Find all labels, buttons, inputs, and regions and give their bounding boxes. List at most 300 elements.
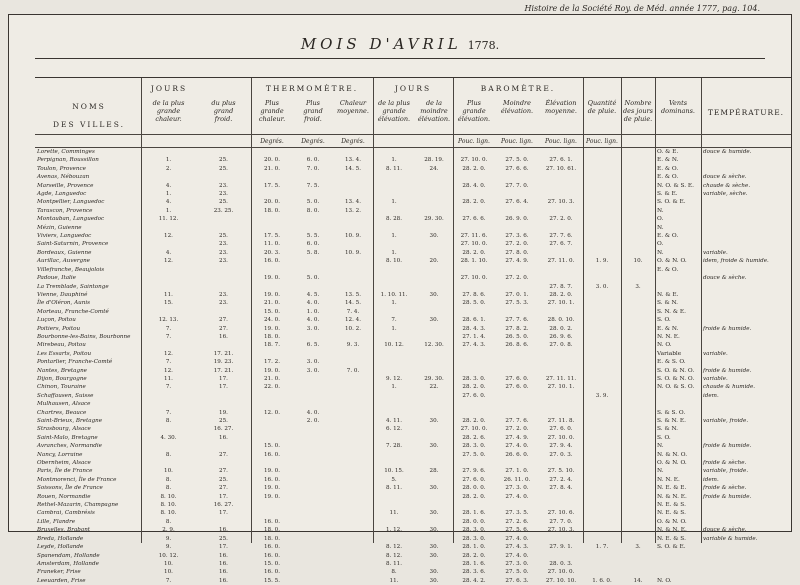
table-cell: 25. [219, 233, 228, 240]
table-cell: 9. [165, 544, 172, 551]
table-cell: 10. [164, 560, 173, 567]
table-cell: O. & E. [657, 149, 679, 155]
table-cell: 16. [219, 333, 228, 340]
table-cell: 5. [391, 476, 397, 483]
table-cell: 27. 2. 4. [549, 476, 573, 483]
table-row [35, 552, 791, 560]
table-row [35, 274, 791, 282]
table-cell: 23. [219, 300, 228, 307]
table-row [35, 232, 791, 240]
table-row [35, 257, 791, 265]
table-cell: 27. [219, 325, 228, 332]
table-row [35, 526, 791, 534]
table-cell: 1. [391, 384, 397, 391]
table-cell: 17. [219, 375, 228, 382]
table-cell: 29. 30. [424, 375, 444, 382]
table-cell: variable, sèche. [703, 191, 748, 198]
table-cell: 14. 5. [344, 165, 361, 172]
table-cell: 10. [633, 258, 643, 265]
table-cell: 28. 3. 6. [462, 569, 486, 576]
table-row [35, 509, 791, 517]
table-row [35, 333, 791, 341]
table-cell: 28. 1. 10. [460, 258, 488, 265]
table-cell: 28. 1. 6. [462, 510, 486, 517]
table-cell: 7. [391, 317, 397, 324]
table-cell: 15. 0. [263, 560, 280, 567]
table-cell: 27. 4. 3. [505, 544, 529, 551]
table-cell: 28. 0. 10. [547, 317, 575, 324]
city-name: Strasbourg, Alsace [37, 426, 91, 433]
table-cell: 26. 9. 0. [505, 216, 529, 223]
table-cell: 3. 9. [595, 392, 609, 399]
table-cell: N. & N. O. [657, 451, 688, 458]
table-cell: 10. 9. [344, 233, 361, 240]
table-cell: 27. 0. 8. [549, 342, 573, 349]
table-cell: 27. 4. 9. [505, 434, 529, 441]
table-cell: 28. 3. 0. [462, 527, 486, 534]
table-cell: 16. [219, 577, 228, 584]
table-cell: 16. 0. [263, 258, 280, 265]
table-row [35, 316, 791, 324]
table-cell: froide & humide. [703, 493, 752, 500]
table-cell: 8. 10. [160, 510, 177, 517]
table-row [35, 299, 791, 307]
table-cell: chaude & sèche. [703, 182, 751, 189]
table-row [35, 266, 791, 274]
table-cell: 27. [219, 468, 228, 475]
table-cell: 19. 0. [263, 485, 280, 492]
table-cell: 27. 8. 6. [462, 291, 486, 298]
city-name: Vienne, Dauphiné [37, 291, 88, 298]
table-cell: 12. 0. [263, 409, 280, 416]
table-row [35, 451, 791, 459]
table-cell: 10. 12. [158, 552, 179, 559]
unit-degres: Degrés. [301, 138, 325, 145]
city-name: Padoue, Italie [37, 275, 76, 282]
header-plus-froid: Plus grand froid. [303, 99, 323, 123]
table-cell: 30. [429, 510, 439, 517]
table-cell: 8. [165, 518, 172, 525]
city-name: Poitiers, Poitou [37, 325, 81, 332]
table-row [35, 560, 791, 568]
table-cell: 8. [165, 418, 172, 424]
table-cell: 27. 11. 6. [460, 233, 488, 240]
table-cell: 7. 5. [306, 182, 320, 189]
table-cell: 27. 2. 6. [505, 518, 529, 525]
table-cell: 27. 6. 0. [462, 392, 486, 399]
title-rule [35, 58, 765, 59]
city-name: La Tremblade, Saintonge [37, 283, 109, 290]
table-cell: 27. 6. 0. [462, 476, 486, 483]
table-cell: 4. 0. [306, 300, 320, 307]
table-cell: 20. [429, 258, 439, 265]
table-cell: N. O. [657, 577, 672, 584]
city-name: Lorette, Comminges [37, 149, 95, 155]
table-row [35, 165, 791, 173]
table-cell: 16. 0. [263, 451, 280, 458]
table-cell: 8. [391, 569, 397, 576]
city-name: Montmorenci, Île de France [37, 476, 117, 483]
unit-pouces: Pouc. lign. [545, 138, 577, 145]
table-cell: S. O. & E. [657, 544, 686, 551]
table-cell: 13. 2. [344, 207, 361, 214]
table-cell: 19. 0. [263, 325, 280, 332]
table-row [35, 493, 791, 501]
header-jour-elevation: de la plus grande élévation. [377, 99, 411, 123]
city-name: Villefranche, Beaujolois [37, 266, 105, 273]
table-cell: 20. 3. [263, 249, 280, 256]
table-cell: 22. [429, 384, 439, 391]
city-name: Leyde, Hollande [37, 544, 84, 551]
table-cell: 9. 12. [385, 375, 402, 382]
table-cell: S. O. [657, 317, 671, 324]
city-name: Paris, Île de France [37, 468, 93, 475]
table-cell: froide & sèche. [703, 460, 747, 467]
city-name: Lille, Flandre [37, 518, 76, 525]
table-cell: 8. 12. [385, 552, 402, 559]
table-cell: 11. [164, 291, 173, 298]
table-cell: E. & N. [657, 325, 679, 332]
table-cell: S. N. & E. [657, 308, 686, 315]
table-cell: douce & humide. [703, 149, 752, 155]
table-cell: E. & O. [657, 174, 679, 181]
table-cell: 27. 6. 6. [462, 216, 486, 223]
table-cell: 27. 11. 11. [545, 375, 577, 382]
city-name: Montpellier, Languedoc [37, 199, 105, 206]
table-cell: 26. 6. 0. [505, 451, 529, 458]
table-cell: 27. 5. 0. [505, 157, 529, 164]
table-cell: 1. [165, 191, 172, 198]
table-cell: 16. [219, 560, 228, 567]
city-name: Breda, Hollande [37, 535, 84, 542]
table-cell: 27. [219, 317, 228, 324]
city-name: Luçon, Poitou [37, 317, 76, 324]
table-cell: 3. [635, 283, 641, 290]
table-cell: 17. [219, 510, 228, 517]
table-cell: 4. 0. [306, 409, 320, 416]
table-cell: 27. 5. 0. [505, 569, 529, 576]
table-cell: 27. 5. 0. [462, 451, 486, 458]
table-cell: 2. 9. [162, 527, 175, 534]
unit-pouces: Pouc. lign. [586, 138, 618, 145]
table-cell: 17. 5. [263, 233, 280, 240]
table-cell: 24. 0. [263, 317, 280, 324]
table-row [35, 207, 791, 215]
table-cell: 10. [164, 468, 173, 475]
table-row [35, 224, 791, 232]
table-cell: 7. 4. [346, 308, 360, 315]
header-rule [35, 134, 791, 135]
city-name: Saint-Saturnin, Provence [37, 241, 109, 248]
table-cell: froide & humide. [703, 325, 752, 332]
table-cell: 26. 11. 0. [503, 476, 531, 483]
table-cell: 27. 2. 0. [549, 216, 573, 223]
table-cell: 27. 8. 2. [505, 325, 529, 332]
city-name: Les Essarts, Poitou [37, 350, 92, 357]
table-cell: 27. 10. 61. [545, 165, 577, 172]
city-name: Morteau, Franche-Comté [37, 308, 109, 315]
city-name: Chinon, Touraine [37, 384, 86, 391]
table-cell: 27. [219, 485, 228, 492]
table-row [35, 476, 791, 484]
table-cell: 3. [635, 544, 641, 551]
table-cell: 11. 12. [158, 216, 179, 223]
table-row [35, 484, 791, 492]
table-cell: 8. [165, 485, 172, 492]
table-cell: 28. 2. 0. [462, 384, 486, 391]
table-cell: 30. [429, 569, 439, 576]
table-cell: variable & humide. [703, 535, 758, 542]
table-cell: 2. 0. [306, 418, 320, 424]
table-cell: 15. 5. [263, 577, 280, 584]
table-cell: 23. [219, 241, 228, 248]
header-temperature: TEMPÉRATURE. [707, 108, 785, 117]
table-cell: 15. [164, 300, 173, 307]
table-cell: 8. 11. [385, 485, 402, 492]
table-cell: S. & S. O. [657, 409, 686, 416]
table-row [35, 459, 791, 467]
table-row [35, 392, 791, 400]
table-cell: 10. 15. [384, 468, 404, 475]
table-cell: 27. 2. 0. [505, 275, 529, 282]
header-jour-froid: du plus grand froid. [211, 99, 236, 123]
unit-degres: Degrés. [260, 138, 284, 145]
table-cell: 25. [219, 165, 228, 172]
table-cell: 28. 2. 0. [549, 291, 573, 298]
table-cell: 5. 5. [306, 233, 320, 240]
city-name: Marseille, Provence [37, 182, 94, 189]
table-row [35, 425, 791, 433]
table-cell: 6. 5. [306, 342, 320, 349]
table-cell: douce & sèche. [703, 174, 747, 181]
table-row [35, 568, 791, 576]
table-cell: 18. 0. [263, 207, 280, 214]
city-name: Toulon, Provence [37, 165, 86, 172]
table-cell: 27. 10. 1. [547, 384, 575, 391]
city-name: Agde, Languedoc [37, 191, 87, 198]
observation-table [35, 77, 791, 584]
table-cell: 25. [219, 476, 228, 483]
city-name: Viviers, Languedoc [37, 233, 92, 240]
table-cell: froide & sèche. [703, 485, 747, 492]
table-row [35, 283, 791, 291]
table-row [35, 156, 791, 164]
table-cell: 18. 0. [263, 527, 280, 534]
title-year: 1778. [467, 39, 500, 52]
city-name: Bruxelles, Brabant [37, 527, 91, 534]
table-cell: 18. 0. [263, 535, 280, 542]
header-jours-barometre: JOURS [394, 84, 432, 93]
table-cell: 27. 11. 0. [547, 258, 575, 265]
table-row [35, 434, 791, 442]
table-cell: 25. [219, 418, 228, 424]
table-cell: S. O. & N. O. [657, 375, 695, 382]
table-cell: 1. [391, 199, 397, 206]
table-cell: 27. 10. 1. [547, 300, 575, 307]
table-cell: 28. 2. 0. [462, 249, 486, 256]
table-cell: 27. 10. 6. [547, 510, 575, 517]
table-cell: 8. 0. [306, 207, 320, 214]
table-cell: 27. 6. 1. [549, 157, 573, 164]
table-cell: 23. [219, 182, 228, 189]
table-cell: N. [657, 443, 664, 450]
header-jour-moindre: de la moindre élévation. [417, 99, 451, 123]
city-name: Amsterdam, Hollande [37, 560, 99, 567]
table-cell: 3. 0. [306, 325, 320, 332]
table-cell: E. & S. O. [657, 359, 686, 366]
table-cell: 8. 10. [160, 493, 177, 500]
table-row [35, 518, 791, 526]
table-row [35, 501, 791, 509]
table-cell: 23. 25. [213, 207, 234, 214]
city-name: Dijon, Bourgogne [37, 375, 87, 382]
table-cell: N. [657, 224, 664, 231]
table-row [35, 308, 791, 316]
table-cell: 28. 6. 1. [462, 317, 486, 324]
table-cell: 23. [219, 291, 228, 298]
table-cell: 27. 1. 0. [505, 468, 529, 475]
table-cell: 27. 3. 6. [505, 233, 529, 240]
table-cell: 28. 1. 6. [462, 560, 486, 567]
table-cell: 28. 2. 6. [462, 434, 486, 441]
city-name: Rethel-Mazarin, Champagne [37, 502, 119, 509]
table-cell: 4. [165, 249, 172, 256]
header-vents: Vents dominans. [661, 99, 695, 115]
table-cell: 1. 12. [385, 527, 402, 534]
table-cell: 16. [219, 569, 228, 576]
table-cell: N. O. [657, 342, 672, 349]
table-cell: 15. 0. [263, 308, 280, 315]
table-cell: 23. [219, 249, 228, 256]
table-cell: 1. [391, 157, 397, 164]
page-title [9, 35, 791, 53]
table-cell: 19. 0. [263, 468, 280, 475]
city-name: Tarascon, Provence [37, 207, 93, 214]
table-cell: 27. [219, 451, 228, 458]
table-row [35, 249, 791, 257]
table-cell: S. & N. E. [657, 418, 686, 424]
table-cell: 7. 0. [346, 367, 360, 374]
table-cell: 27. 6. 6. [505, 165, 529, 172]
table-row [35, 417, 791, 425]
table-cell: 30. [429, 527, 439, 534]
city-name: Chartres, Beauce [37, 409, 87, 416]
table-cell: 16. 27. [213, 426, 234, 433]
header-plus-chaleur: Plus grande chaleur. [258, 99, 286, 123]
table-cell: N. & N. E. [657, 493, 687, 500]
table-cell: S. O. [657, 434, 671, 441]
table-cell: N. [657, 468, 664, 475]
table-cell: E. & O. [657, 165, 679, 172]
table-cell: 27. 6. 3. [505, 577, 529, 584]
table-cell: 13. 4. [344, 157, 361, 164]
table-cell: 27. 6. 0. [549, 426, 573, 433]
table-row [35, 215, 791, 223]
table-cell: E. & O. [657, 233, 679, 240]
table-cell: variable, froide. [703, 418, 749, 424]
table-cell: 11. [164, 375, 173, 382]
header-nombre-jours-pluie: Nombre des jours de pluie. [623, 99, 653, 123]
table-cell: 27. 3. 0. [505, 560, 529, 567]
table-cell: 2. [165, 165, 172, 172]
table-cell: 25. [219, 535, 228, 542]
table-cell: N. N. E. [657, 333, 680, 340]
table-cell: 27. 6. 0. [505, 375, 529, 382]
table-cell: 27. 8. 7. [549, 283, 573, 290]
city-name: Île d'Oléron, Aunis [37, 300, 90, 307]
table-cell: 20. 0. [263, 157, 280, 164]
table-cell: 7. 28. [385, 443, 402, 450]
table-cell: 28. 4. 3. [462, 325, 486, 332]
table-cell: 23. [219, 191, 228, 198]
table-cell: 28. 2. 0. [462, 165, 486, 172]
table-cell: 8. 28. [385, 216, 402, 223]
table-cell: 18. 0. [263, 333, 280, 340]
table-cell: 7. [165, 384, 172, 391]
table-cell: 7. [165, 325, 172, 332]
table-body [35, 148, 791, 585]
table-cell: 27. 11. 8. [547, 418, 575, 424]
table-cell: 16. 0. [263, 552, 280, 559]
table-cell: 12. [164, 258, 173, 265]
table-cell: 4. [165, 199, 172, 206]
table-cell: 1. 7. [595, 544, 609, 551]
table-row [35, 367, 791, 375]
table-cell: N. O. & S. E. [657, 182, 695, 189]
table-cell: 4. 30. [160, 434, 177, 441]
table-row [35, 358, 791, 366]
table-cell: variable. [703, 350, 728, 357]
table-cell: 27. 6. 4. [505, 199, 529, 206]
table-cell: S. & N. [657, 300, 678, 307]
table-cell: 3. 0. [595, 283, 609, 290]
table-cell: 5. 8. [306, 249, 320, 256]
table-row [35, 577, 791, 585]
table-cell: 28. 0. 0. [462, 485, 486, 492]
table-cell: idem, froide & humide. [703, 258, 769, 265]
table-cell: N. [657, 207, 664, 214]
table-cell: 27. 3. 5. [505, 510, 529, 517]
table-cell: 17. 21. [213, 350, 234, 357]
table-cell: 17. 2. [263, 359, 280, 366]
unit-pouces: Pouc. lign. [458, 138, 490, 145]
table-sheet [8, 14, 792, 584]
table-cell: 27. 9. 4. [549, 443, 573, 450]
table-cell: 1. [391, 233, 397, 240]
unit-degres: Degrés. [341, 138, 365, 145]
table-cell: 30. [429, 577, 439, 584]
table-cell: 18. 7. [263, 342, 280, 349]
table-cell: 7. [165, 359, 172, 366]
table-cell: 15. 0. [263, 443, 280, 450]
table-cell: 19. 0. [263, 367, 280, 374]
table-cell: 10. 2. [344, 325, 361, 332]
table-cell: 14. [633, 577, 643, 584]
table-row [35, 409, 791, 417]
header-plus-elevation: Plus grande élévation. [457, 99, 491, 123]
table-cell: idem. [703, 476, 719, 483]
table-cell: 27. 2. 0. [505, 241, 529, 248]
table-cell: 28. 3. 0. [462, 375, 486, 382]
city-name: Perpignan, Roussillon [37, 157, 99, 164]
table-cell: 25. [219, 157, 228, 164]
table-row [35, 240, 791, 248]
table-cell: 11. [389, 510, 399, 517]
table-cell: O. & N. O. [657, 258, 687, 265]
table-cell: 30. [429, 291, 439, 298]
table-cell: 27. 10. 0. [460, 275, 488, 282]
table-cell: 8. 11. [385, 560, 402, 567]
